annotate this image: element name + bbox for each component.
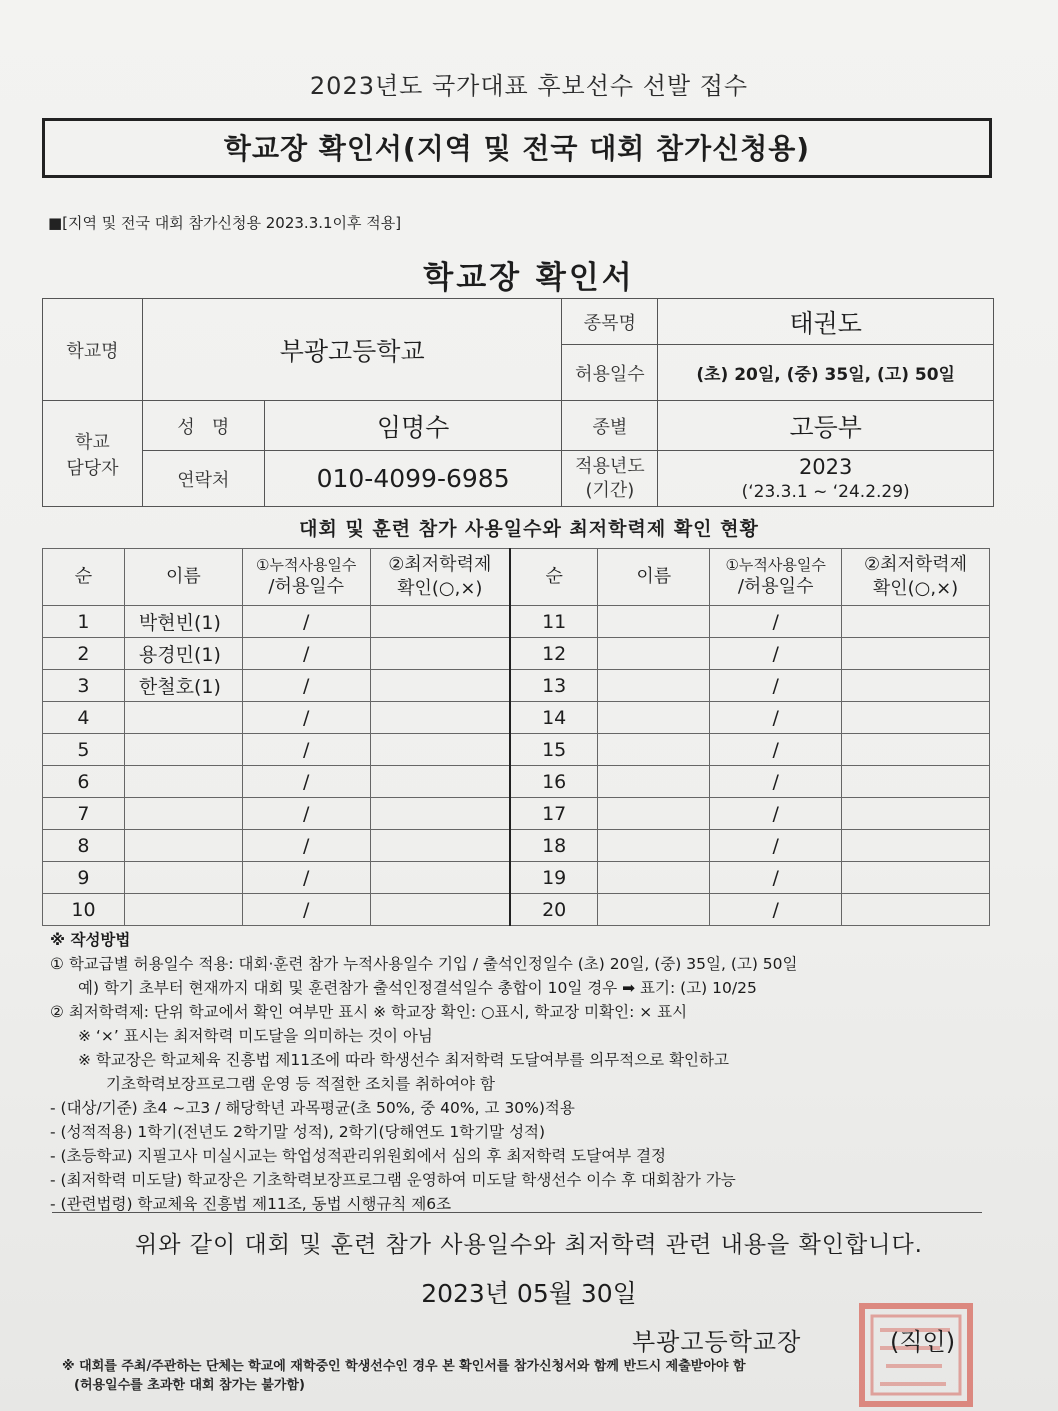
days-cell: / <box>710 606 842 638</box>
academic-cell <box>842 606 990 638</box>
title-box: 학교장 확인서(지역 및 전국 대회 참가신청용) <box>42 118 992 178</box>
row-number: 20 <box>510 894 598 926</box>
player-name <box>598 894 710 926</box>
section-title: 대회 및 훈련 참가 사용일수와 최저학력제 확인 현황 <box>299 518 759 540</box>
row-number: 8 <box>43 830 125 862</box>
sport-label: 종목명 <box>562 299 658 345</box>
player-name: 박현빈(1) <box>124 606 242 638</box>
instruction-line: ② 최저학력제: 단위 학교에서 확인 여부만 표시 ※ 학교장 확인: ○표시, 학교장 미확인: × 표시 <box>50 1003 688 1022</box>
table-row <box>43 702 990 734</box>
days-cell: / <box>242 734 370 766</box>
instruction-line: 기초학력보장프로그램 운영 등 적절한 조치를 취하여야 함 <box>106 1075 495 1094</box>
table-row <box>43 670 990 702</box>
staff-label <box>43 401 143 507</box>
days-cell: / <box>242 670 370 702</box>
year-value: 2023 <box>798 454 853 479</box>
staff-label-line-2: 담당자 <box>66 457 119 479</box>
days-cell: / <box>710 734 842 766</box>
row-number: 3 <box>43 670 125 702</box>
row-number: 5 <box>43 734 125 766</box>
academic-cell <box>370 670 510 702</box>
instruction-line: ※ 학교장은 학교체육 진흥법 제11조에 따라 학생선수 최저학력 도달여부를 의무적으로 확인하고 <box>78 1051 729 1070</box>
player-name <box>124 798 242 830</box>
player-name <box>124 862 242 894</box>
player-name <box>598 862 710 894</box>
division-value: 고등부 <box>658 401 994 451</box>
days-cell: / <box>242 798 370 830</box>
allowed-days-label: 허용일수 <box>562 345 658 401</box>
school-value: 부광고등학교 <box>142 299 562 401</box>
row-number: 10 <box>43 894 125 926</box>
table-row <box>43 830 990 862</box>
year-label-line-2: (기간) <box>585 479 635 501</box>
academic-cell <box>842 894 990 926</box>
player-name <box>598 638 710 670</box>
academic-cell <box>370 830 510 862</box>
row-number: 2 <box>43 638 125 670</box>
header-no-left: 순 <box>43 549 125 606</box>
instruction-line: 예) 학기 초부터 현재까지 대회 및 훈련참가 출석인정결석일수 총합이 10일 경우 ➡ 표기: (고) 10/25 <box>78 979 757 998</box>
division-label: 종별 <box>562 401 658 451</box>
row-number: 11 <box>510 606 598 638</box>
header-acad-right <box>842 549 990 606</box>
row-number: 4 <box>43 702 125 734</box>
player-name: 용경민(1) <box>124 638 242 670</box>
academic-cell <box>842 734 990 766</box>
academic-cell <box>370 734 510 766</box>
header-name-right: 이름 <box>598 549 710 606</box>
roster-table <box>42 548 990 926</box>
player-name <box>598 702 710 734</box>
academic-cell <box>370 862 510 894</box>
table-row <box>43 638 990 670</box>
academic-cell <box>842 798 990 830</box>
seal-label: (직인) <box>890 1328 956 1356</box>
academic-cell <box>842 862 990 894</box>
header-no-right: 순 <box>510 549 598 606</box>
player-name <box>598 734 710 766</box>
header-acad-line-2: 확인(○,×) <box>397 578 483 599</box>
player-name <box>124 734 242 766</box>
academic-cell <box>370 638 510 670</box>
row-number: 13 <box>510 670 598 702</box>
header-days-left <box>242 549 370 606</box>
footer-line-1: ※ 대회를 주최/주관하는 단체는 학교에 재학중인 학생선수인 경우 본 확인서를 참가신청서와 함께 반드시 제출받아야 함 <box>62 1359 746 1374</box>
days-cell: / <box>242 830 370 862</box>
days-cell: / <box>710 798 842 830</box>
instruction-line: ※ ‘×’ 표시는 최저학력 미도달을 의미하는 것이 아님 <box>78 1027 433 1046</box>
instructions <box>50 928 990 1216</box>
row-number: 18 <box>510 830 598 862</box>
table-row <box>43 894 990 926</box>
player-name: 한철호(1) <box>124 670 242 702</box>
period-value: (‘23.3.1 ~ ‘24.2.29) <box>741 482 910 503</box>
days-cell: / <box>710 766 842 798</box>
header-acad-line-1: ②최저학력제 <box>388 553 492 575</box>
days-cell: / <box>710 702 842 734</box>
school-label: 학교명 <box>43 299 143 401</box>
days-cell: / <box>242 862 370 894</box>
days-cell: / <box>242 638 370 670</box>
academic-cell <box>842 766 990 798</box>
instruction-line: - (성적적용) 1학기(전년도 2학기말 성적), 2학기(당해연도 1학기말 성적) <box>50 1123 546 1142</box>
player-name <box>124 766 242 798</box>
row-number: 7 <box>43 798 125 830</box>
header-acad-line-1: ②최저학력제 <box>864 553 968 575</box>
days-cell: / <box>710 638 842 670</box>
academic-cell <box>370 702 510 734</box>
row-number: 17 <box>510 798 598 830</box>
instruction-line: - (최저학력 미도달) 학교장은 기초학력보장프로그램 운영하여 미도달 학생선수 이수 후 대회참가 가능 <box>50 1171 736 1190</box>
header-name-left: 이름 <box>124 549 242 606</box>
footer-line-2: (허용일수를 초과한 대회 참가는 불가함) <box>74 1377 305 1393</box>
year-label <box>562 451 658 507</box>
footer-note <box>62 1358 982 1396</box>
principal-signature: 부광고등학교장 <box>632 1328 802 1356</box>
days-cell: / <box>710 894 842 926</box>
row-number: 19 <box>510 862 598 894</box>
header-acad-line-2: 확인(○,×) <box>872 578 959 599</box>
academic-cell <box>842 638 990 670</box>
row-number: 14 <box>510 702 598 734</box>
academic-cell <box>842 670 990 702</box>
table-row <box>43 734 990 766</box>
academic-cell <box>370 894 510 926</box>
contact-label: 연락처 <box>142 451 264 507</box>
header-days-line-2: /허용일수 <box>737 575 814 597</box>
contact-value: 010-4099-6985 <box>264 451 562 507</box>
player-name <box>598 798 710 830</box>
header-days-line-1: ①누적사용일수 <box>256 555 357 574</box>
player-name <box>124 702 242 734</box>
year-value-cell <box>658 451 994 507</box>
info-table <box>42 298 994 507</box>
academic-cell <box>370 606 510 638</box>
instruction-line: - (초등학교) 지필고사 미실시교는 학업성적관리위원회에서 심의 후 최저학력 도달여부 결정 <box>50 1147 667 1166</box>
table-row <box>43 766 990 798</box>
instruction-line: - (관련법령) 학교체육 진흥법 제11조, 동법 시행규칙 제6조 <box>50 1195 452 1214</box>
academic-cell <box>842 830 990 862</box>
divider <box>52 1212 982 1213</box>
table-row <box>43 862 990 894</box>
top-caption: 2023년도 국가대표 후보선수 선발 접수 <box>309 72 749 100</box>
days-cell: / <box>242 606 370 638</box>
header-days-right <box>710 549 842 606</box>
staff-label-line-1: 학교 <box>75 431 110 453</box>
allowed-days-value: (초) 20일, (중) 35일, (고) 50일 <box>658 345 994 401</box>
instruction-line: ① 학교급별 허용일수 적용: 대회·훈련 참가 누적사용일수 기입 / 출석인정일수 (초) 20일, (중) 35일, (고) 50일 <box>50 955 798 974</box>
header-days-line-2: /허용일수 <box>268 575 345 597</box>
days-cell: / <box>242 702 370 734</box>
sport-value: 태권도 <box>658 299 994 345</box>
player-name <box>598 606 710 638</box>
academic-cell <box>370 766 510 798</box>
instruction-line: - (대상/기준) 초4 ~고3 / 해당학년 과목평균(초 50%, 중 40%, 고 30%)적용 <box>50 1099 575 1118</box>
name-value: 임명수 <box>264 401 562 451</box>
player-name <box>124 830 242 862</box>
row-number: 16 <box>510 766 598 798</box>
header-days-line-1: ①누적사용일수 <box>725 555 826 574</box>
player-name <box>598 766 710 798</box>
issue-date: 2023년 05월 30일 <box>421 1279 637 1308</box>
player-name <box>598 830 710 862</box>
days-cell: / <box>710 830 842 862</box>
document-reference: ■[지역 및 전국 대회 참가신청용 2023.3.1이후 적용] <box>48 214 402 232</box>
document-title: 학교장 확인서 <box>423 260 635 296</box>
row-number: 12 <box>510 638 598 670</box>
table-row <box>43 606 990 638</box>
name-label: 성 명 <box>142 401 264 451</box>
row-number: 1 <box>43 606 125 638</box>
player-name <box>598 670 710 702</box>
academic-cell <box>842 702 990 734</box>
header-acad-left <box>370 549 510 606</box>
row-number: 9 <box>43 862 125 894</box>
academic-cell <box>370 798 510 830</box>
year-label-line-1: 적용년도 <box>575 456 645 478</box>
days-cell: / <box>710 670 842 702</box>
row-number: 15 <box>510 734 598 766</box>
table-row <box>43 798 990 830</box>
days-cell: / <box>710 862 842 894</box>
confirmation-statement: 위와 같이 대회 및 훈련 참가 사용일수와 최저학력 관련 내용을 확인합니다. <box>135 1232 923 1258</box>
days-cell: / <box>242 766 370 798</box>
row-number: 6 <box>43 766 125 798</box>
days-cell: / <box>242 894 370 926</box>
instructions-heading: ※ 작성방법 <box>50 931 131 949</box>
player-name <box>124 894 242 926</box>
